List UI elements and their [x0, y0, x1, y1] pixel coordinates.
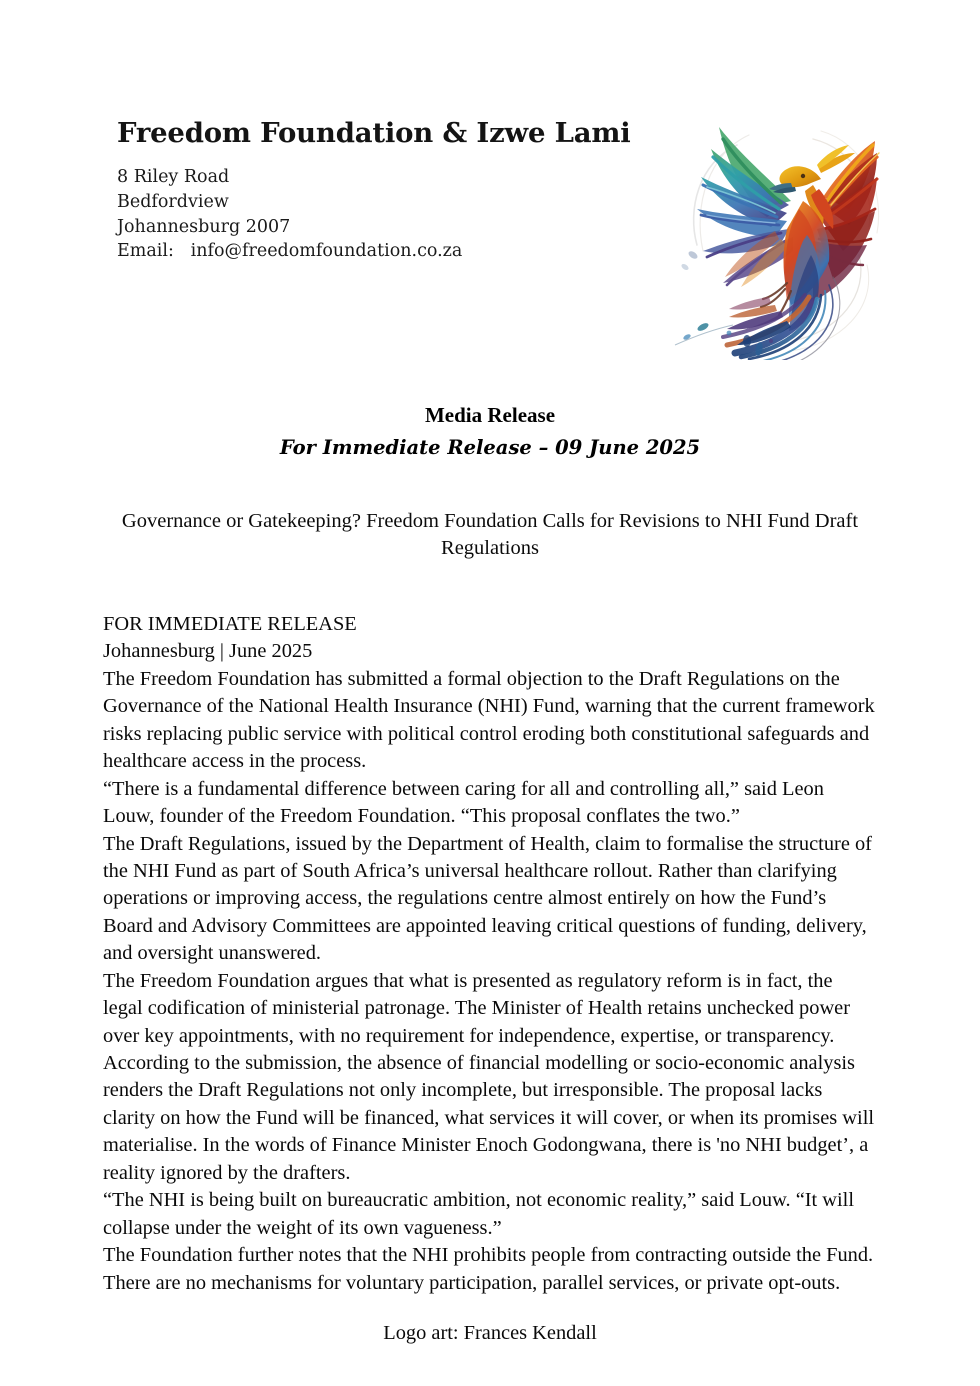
- paragraph-draft-regulations: The Draft Regulations, issued by the Department of Health, claim to formalise the structure of the NHI Fund as part of South Africa’s universal healthcare rollout. Rather than clarifying operations or improving access, the regulations centre almost entirely on how the Fund’s Board and Advisory Committees are appointed leaving critical questions of funding, delivery, and oversight unanswered.: [103, 832, 872, 965]
- logo-art-credit: Logo art: Frances Kendall: [383, 1322, 597, 1344]
- address-line-street: 8 Riley Road: [117, 166, 230, 187]
- title-block: [0, 402, 980, 461]
- paragraph-louw-quote-two: “The NHI is being built on bureaucratic ambition, not economic reality,” said Louw. “It will collapse under the weight of its own vagueness.”: [103, 1189, 855, 1239]
- address-line-suburb: Bedfordview: [117, 191, 229, 212]
- headline: Governance or Gatekeeping? Freedom Foundation Calls for Revisions to NHI Fund Draft Regulations: [121, 510, 859, 559]
- email-line: [117, 239, 657, 264]
- paragraph-louw-quote-one: “There is a fundamental difference between caring for all and controlling all,” said Leon Louw, founder of the Freedom Foundation. “This proposal conflates the two.”: [103, 777, 824, 828]
- paragraph-contracting-out: The Foundation further notes that the NHI prohibits people from contracting outside the Fund. There are no mechanisms for voluntary participation, parallel services, or private opt-outs.: [103, 1244, 874, 1294]
- address-block: [117, 165, 657, 264]
- immediate-release-date: For Immediate Release – 09 June 2025: [279, 436, 701, 460]
- body-copy: [103, 611, 875, 1297]
- media-release-title: Media Release: [424, 403, 556, 427]
- organisation-name: Freedom Foundation & Izwe Lami: [117, 117, 631, 149]
- letterhead: [117, 118, 657, 264]
- email-label: Email:: [117, 241, 174, 262]
- address-line-city: Johannesburg 2007: [117, 216, 291, 237]
- paragraph-financial-modelling: According to the submission, the absence of financial modelling or socio-economic analysis renders the Draft Regulations not only incomplete, but irresponsible. The proposal lacks clarity on how the Fund will be financed, what services it will cover, or when its promises will materialise. In the words of Finance Minister Enoch Godongwana, there is 'no NHI budget’, a reality ignored by the drafters.: [103, 1052, 875, 1184]
- paragraph-ministerial-patronage: The Freedom Foundation argues that what is presented as regulatory reform is in fact, the legal codification of ministerial patronage. The Minister of Health retains unchecked power over key appointments, with no requirement for independence, expertise, or transparency.: [103, 969, 851, 1047]
- paragraph-dateline: Johannesburg | June 2025: [103, 640, 313, 663]
- email-address: info@freedomfoundation.co.za: [190, 241, 463, 262]
- paragraph-objection-summary: The Freedom Foundation has submitted a formal objection to the Draft Regulations on the Governance of the National Health Insurance (NHI) Fund, warning that the current framework risks replacing public service with political control eroding both constitutional safeguards and healthcare access in the process.: [103, 667, 875, 773]
- phoenix-logo: [663, 105, 899, 360]
- paragraph-for-immediate-release: FOR IMMEDIATE RELEASE: [103, 613, 357, 635]
